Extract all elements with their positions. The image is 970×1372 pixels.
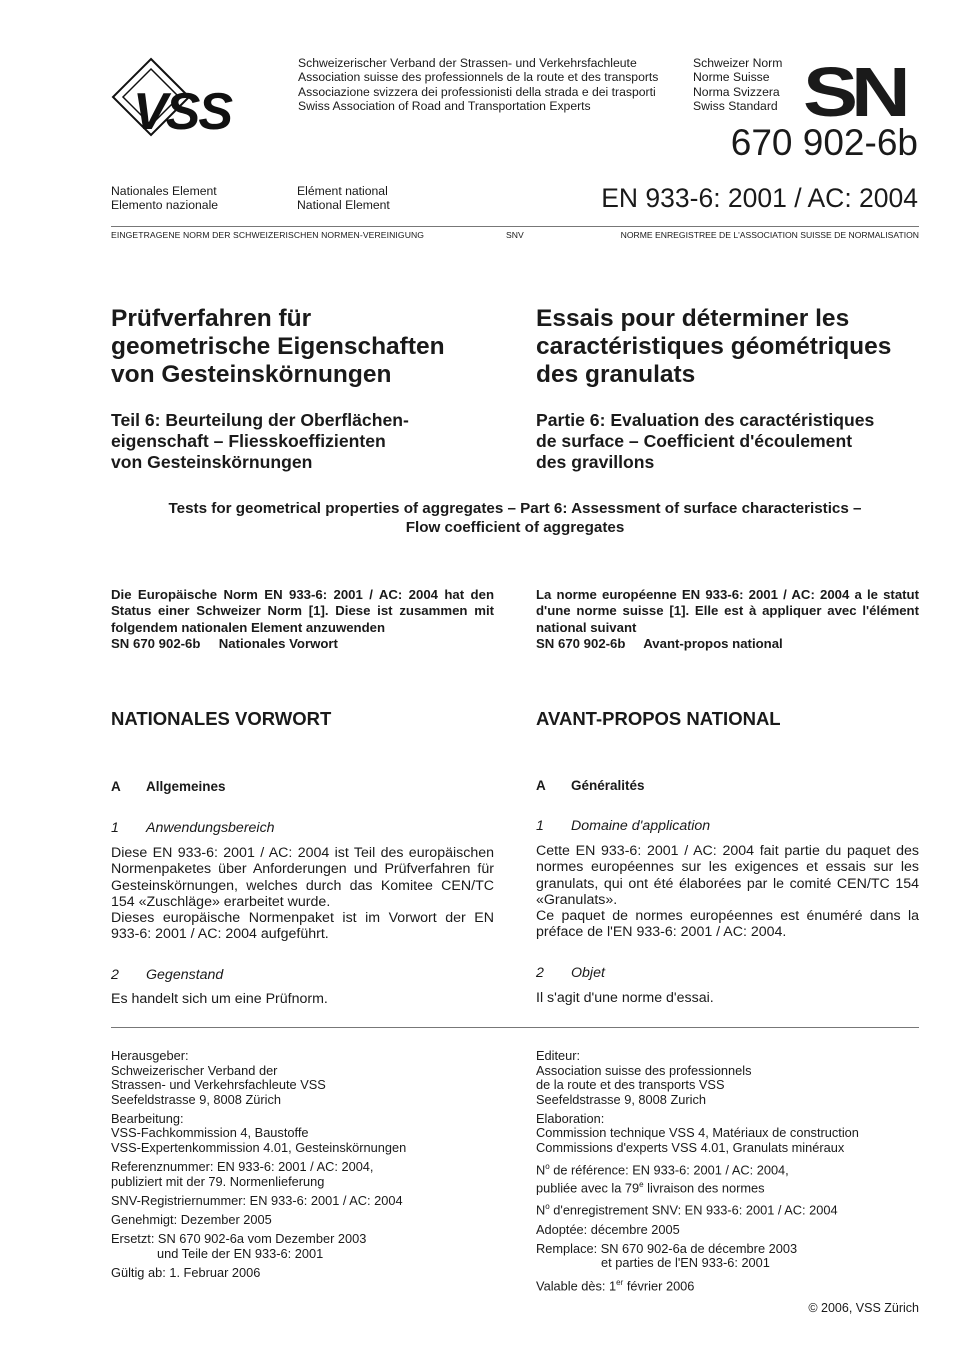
association-line-en: Swiss Association of Road and Transportation Experts: [298, 98, 591, 113]
replaces-de: [111, 1232, 494, 1261]
imprint-line: de la route et des transports VSS: [536, 1077, 725, 1093]
superscript: o: [545, 1162, 550, 1172]
association-line-fr: Association suisse des professionnels de la route et des transports: [298, 70, 659, 85]
section-a-de: [111, 779, 226, 794]
association-line-de: Schweizerischer Verband der Strassen- und Verkehrsfachleute: [298, 56, 637, 70]
imprint-line: Gültig ab: 1. Februar 2006: [111, 1264, 261, 1280]
imprint-fr: [536, 1049, 919, 1298]
subtitle-fr-line: Partie 6: Evaluation des caractéristiques: [536, 410, 875, 430]
imprint-line: Herausgeber:: [111, 1048, 189, 1063]
norm-type-names: [693, 56, 782, 113]
imprint-line: [536, 1178, 919, 1196]
publisher-fr: [536, 1049, 919, 1107]
reference-fr: [536, 1160, 919, 1196]
vss-logo: [111, 57, 291, 139]
norm-type-fr: Norme Suisse: [693, 70, 770, 85]
subtitle-de-line: eigenschaft – Fliesskoeffizienten: [111, 431, 386, 451]
subsection-number: 2: [111, 967, 119, 983]
superscript: e: [639, 1180, 644, 1190]
section-letter: A: [536, 778, 546, 793]
paragraph: Dieses europäische Normenpaket ist im Vorwort der EN 933-6: 2001 / AC: 2004 aufgeführt.: [111, 910, 494, 943]
registration-left: EINGETRAGENE NORM DER SCHWEIZERISCHEN NORMEN-VEREINIGUNG: [111, 230, 425, 240]
subsection-number: 1: [111, 820, 119, 836]
subsection-title: Objet: [571, 965, 605, 981]
section-a-fr: [536, 778, 645, 793]
text-run: février 2006: [623, 1277, 695, 1293]
section-title: Généralités: [571, 778, 645, 793]
subsection-number: 1: [536, 818, 544, 834]
imprint-line: Seefeldstrasse 9, 8008 Zurich: [536, 1091, 707, 1107]
subsection-title: Anwendungsbereich: [146, 820, 275, 836]
paragraph: Diese EN 933-6: 2001 / AC: 2004 ist Teil des europäischen Normenpaketes über Anforderungen und Prüfverfahren für Gesteinskörnungen, welches durch das Komitee CEN/TC 154 «Zuschläge» erarbeitet wurde.: [111, 845, 494, 910]
imprint-line: und Teile der EN 933-6: 2001: [157, 1245, 324, 1261]
valid-fr: [536, 1276, 919, 1294]
title-fr-line: des granulats: [536, 361, 696, 388]
standard-number: 670 902-6b: [730, 122, 918, 163]
status-fr: [536, 587, 919, 652]
title-de-line: geometrische Eigenschaften: [111, 333, 445, 360]
subject-text-fr: [536, 990, 919, 1006]
norm-type-en: Swiss Standard: [693, 98, 778, 113]
reference-de: [111, 1160, 494, 1189]
national-element-col2: [297, 184, 390, 213]
status-fr-reference: SN 670 902-6b Avant-propos national: [536, 635, 783, 651]
imprint-line: Ersetzt: SN 670 902-6a vom Dezember 2003: [111, 1231, 367, 1247]
status-de-reference: SN 670 902-6b Nationales Vorwort: [111, 635, 338, 651]
text-run: N: [536, 1162, 546, 1178]
national-element-it: Elemento nazionale: [111, 198, 219, 213]
editing-de: [111, 1112, 494, 1156]
imprint-line: Commission technique VSS 4, Matériaux de construction: [536, 1125, 859, 1141]
registration-right: NORME ENREGISTREE DE L'ASSOCIATION SUISSE DE NORMALISATION: [620, 230, 919, 240]
imprint-line: Referenznummer: EN 933-6: 2001 / AC: 2004,: [111, 1159, 374, 1175]
title-fr: [536, 305, 891, 389]
text-run: de référence: EN 933-6: 2001 / AC: 2004,: [549, 1162, 789, 1178]
foreword-heading-fr: AVANT-PROPOS NATIONAL: [536, 708, 781, 729]
section-title: Allgemeines: [146, 779, 226, 794]
imprint-line: Genehmigt: Dezember 2005: [111, 1211, 272, 1227]
imprint-line: Elaboration:: [536, 1110, 605, 1126]
foreword-heading-de: NATIONALES VORWORT: [111, 708, 332, 729]
text-run: N: [536, 1202, 546, 1218]
subsection-1-de: [111, 820, 275, 836]
imprint-line: [536, 1276, 919, 1294]
imprint-line: [536, 1200, 919, 1218]
superscript: o: [545, 1202, 550, 1212]
paragraph: Es handelt sich um eine Prüfnorm.: [111, 991, 328, 1007]
subsection-title: Domaine d'application: [571, 818, 711, 834]
subject-text-de: [111, 991, 494, 1007]
en-reference: EN 933-6: 2001 / AC: 2004: [601, 183, 918, 213]
national-element-de: Nationales Element: [111, 184, 217, 198]
imprint-line: Association suisse des professionnels: [536, 1062, 752, 1078]
imprint-line: VSS-Fachkommission 4, Baustoffe: [111, 1125, 309, 1141]
national-element-fr: Elément national: [297, 184, 388, 198]
scope-text-de: [111, 845, 494, 943]
subtitle-de-line: Teil 6: Beurteilung der Oberflächen-: [111, 410, 409, 430]
imprint-rule: [111, 1027, 919, 1028]
publisher-de: [111, 1049, 494, 1107]
editing-fr: [536, 1112, 919, 1156]
title-de-line: Prüfverfahren für: [111, 305, 312, 332]
paragraph: Il s'agit d'une norme d'essai.: [536, 990, 714, 1006]
imprint-line: SNV-Registriernummer: EN 933-6: 2001 / AC: 2004: [111, 1192, 403, 1208]
subsection-2-de: [111, 967, 223, 983]
title-fr-line: caractéristiques géométriques: [536, 333, 892, 360]
imprint-line: Commissions d'experts VSS 4.01, Granulats minéraux: [536, 1140, 845, 1156]
title-de: [111, 305, 445, 389]
imprint-line: publiziert mit der 79. Normenlieferung: [111, 1173, 325, 1189]
scope-text-fr: [536, 843, 919, 941]
text-run: d'enregistrement SNV: EN 933-6: 2001 / AC: 2004: [549, 1202, 838, 1218]
vss-logo-text: VSS: [133, 83, 232, 141]
registration-de: [111, 1194, 494, 1209]
sn-logo: SN: [803, 53, 904, 131]
registration-fr: [536, 1200, 919, 1218]
imprint-line: Adoptée: décembre 2005: [536, 1221, 680, 1237]
section-letter: A: [111, 779, 121, 794]
subtitle-fr: [536, 410, 874, 473]
subtitle-fr-line: de surface – Coefficient d'écoulement: [536, 431, 853, 451]
national-element-col1: [111, 184, 218, 213]
subsection-1-fr: [536, 818, 710, 834]
title-en-line: Flow coefficient of aggregates: [405, 518, 625, 536]
imprint-line: Seefeldstrasse 9, 8008 Zürich: [111, 1091, 282, 1107]
national-element-en: National Element: [297, 198, 390, 213]
title-en-line: Tests for geometrical properties of aggregates – Part 6: Assessment of surface characteristics –: [168, 500, 862, 517]
imprint-line: [536, 1160, 919, 1178]
superscript: er: [616, 1277, 624, 1287]
subsection-2-fr: [536, 965, 605, 981]
copyright: © 2006, VSS Zürich: [808, 1301, 919, 1315]
subsection-title: Gegenstand: [146, 967, 224, 983]
approved-fr: [536, 1223, 919, 1238]
imprint-line: Remplace: SN 670 902-6a de décembre 2003: [536, 1240, 798, 1256]
norm-type-de: Schweizer Norm: [693, 56, 783, 70]
imprint-line: Bearbeitung:: [111, 1110, 184, 1126]
paragraph: Cette EN 933-6: 2001 / AC: 2004 fait partie du paquet des normes européennes sur les exigences et essais sur les granulats, qui ont été élaborées par le comité CEN/TC 154 «Granulats».: [536, 843, 919, 908]
approved-de: [111, 1213, 494, 1228]
status-fr-text: La norme européenne EN 933-6: 2001 / AC: 2004 a le statut d'une norme suisse [1]. Elle est à appliquer avec l'élément national suivant: [536, 587, 919, 635]
imprint-line: VSS-Expertenkommission 4.01, Gesteinskörnungen: [111, 1140, 407, 1156]
status-de: [111, 587, 494, 652]
paragraph: Ce paquet de normes européennes est énuméré dans la préface de l'EN 933-6: 2001 / AC: 2004.: [536, 908, 919, 941]
imprint-line: et parties de l'EN 933-6: 2001: [601, 1255, 770, 1271]
association-line-it: Associazione svizzera dei professionisti della strada e dei trasporti: [298, 84, 656, 99]
association-names: [298, 56, 658, 113]
status-de-text: Die Europäische Norm EN 933-6: 2001 / AC: 2004 hat den Status einer Schweizer Norm [1]. Diese ist zusammen mit folgendem nationalen Element anzuwenden: [111, 587, 494, 635]
text-run: Valable dès: 1: [536, 1277, 617, 1293]
text-run: livraison des normes: [643, 1180, 765, 1196]
registration-mid: SNV: [506, 230, 524, 240]
subtitle-de-line: von Gesteinskörnungen: [111, 452, 313, 472]
header-rule: [111, 226, 919, 227]
imprint-line: Strassen- und Verkehrsfachleute VSS: [111, 1077, 326, 1093]
text-run: publiée avec la 79: [536, 1180, 640, 1196]
subtitle-fr-line: des gravillons: [536, 452, 655, 472]
title-fr-line: Essais pour déterminer les: [536, 305, 850, 332]
norm-type-it: Norma Svizzera: [693, 84, 780, 99]
imprint-line: Schweizerischer Verband der: [111, 1062, 278, 1078]
subtitle-de: [111, 410, 409, 473]
valid-de: [111, 1266, 494, 1281]
title-de-line: von Gesteinskörnungen: [111, 361, 392, 388]
imprint-de: [111, 1049, 494, 1285]
subsection-number: 2: [536, 965, 544, 981]
imprint-line: Editeur:: [536, 1048, 581, 1063]
replaces-fr: [536, 1242, 919, 1271]
title-en: [111, 500, 919, 537]
